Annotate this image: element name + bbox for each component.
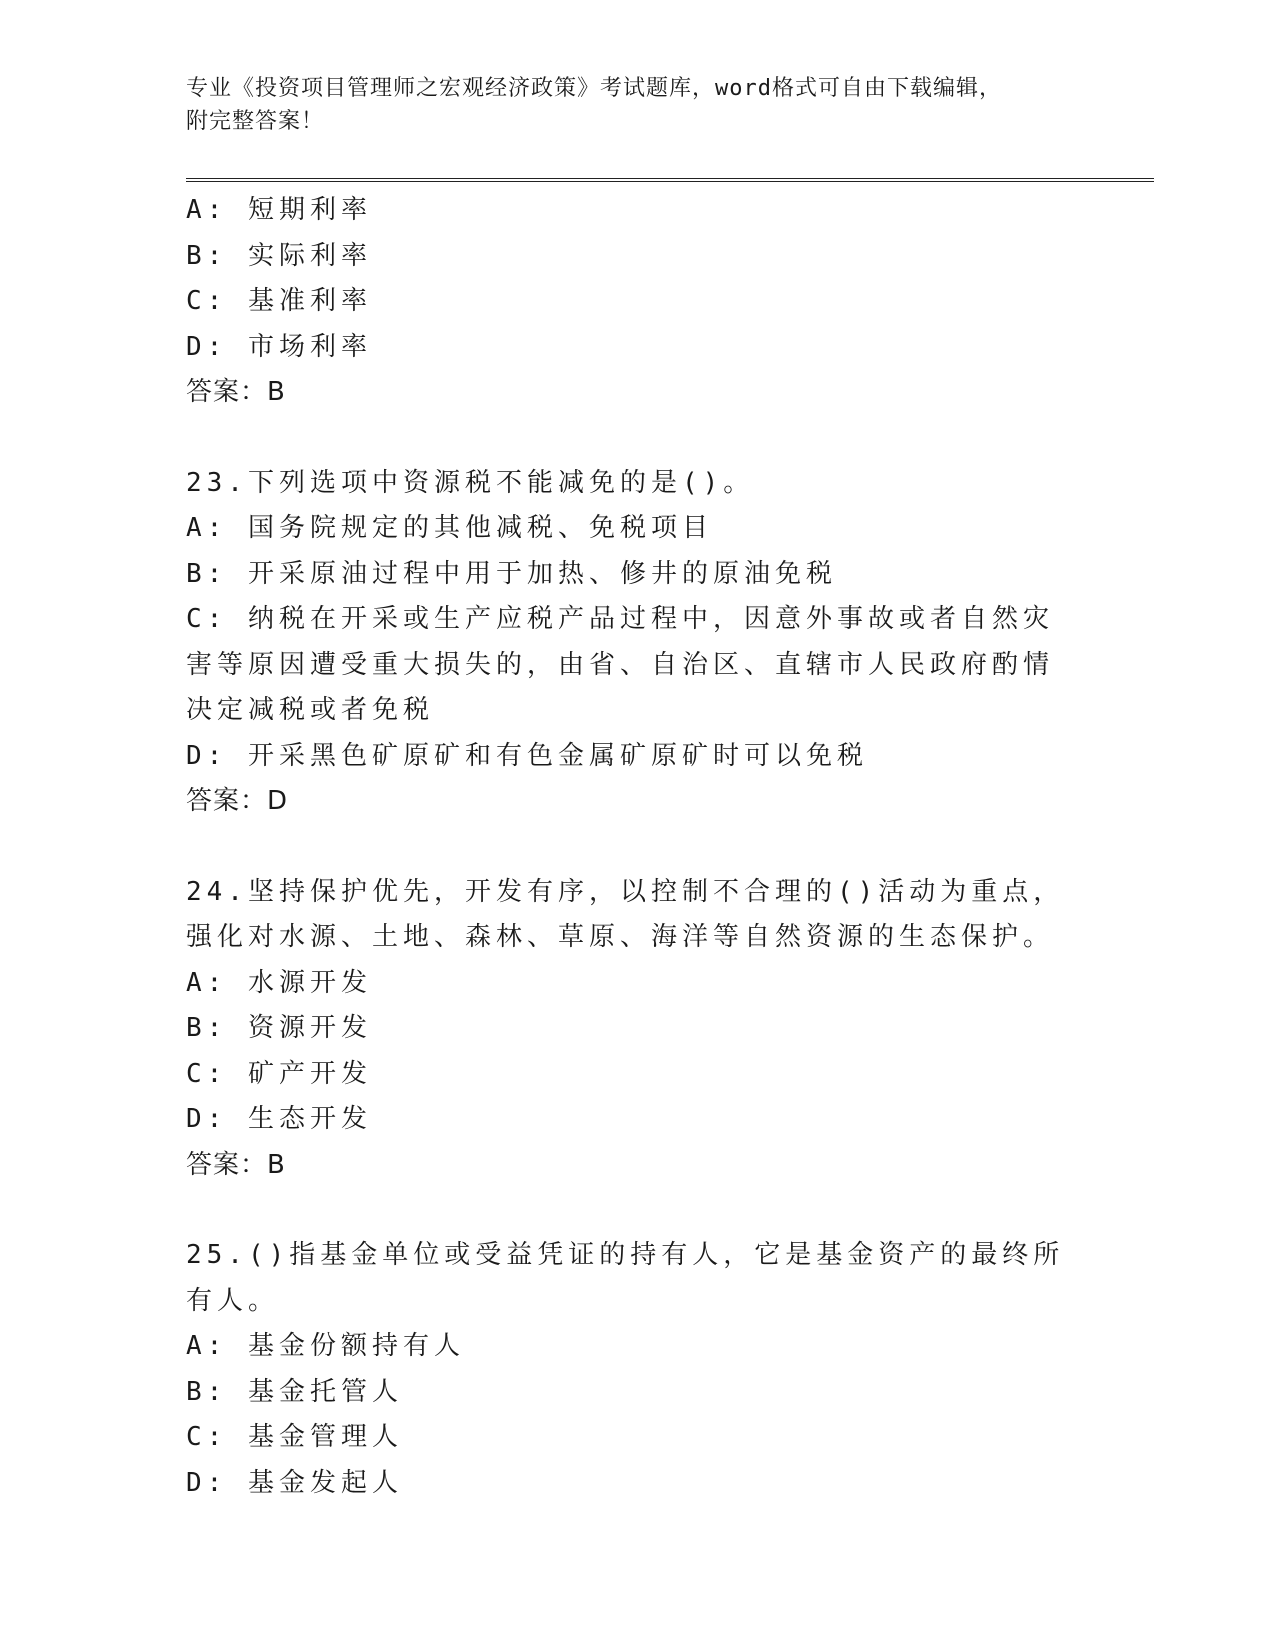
question-list [186,188,1086,1506]
option-a: A: 短期利率 [186,195,372,225]
question-stem: 24.坚持保护优先，开发有序，以控制不合理的()活动为重点，强化对水源、土地、森林、草原、海洋等自然资源的生态保护。 [186,876,1065,952]
answer-line: 答案：B [186,377,286,407]
option-b: B: 实际利率 [186,240,372,271]
option-c: C: 基金管理人 [186,1422,403,1452]
document-header [186,72,1086,138]
option-d: D: 市场利率 [186,331,372,362]
option-d: D: 基金发起人 [186,1467,403,1498]
question-22-tail [186,188,1086,416]
option-b: B: 资源开发 [186,1013,372,1043]
option-a: A: 基金份额持有人 [186,1331,465,1361]
option-b: B: 基金托管人 [186,1376,403,1407]
question-stem: 25.()指基金单位或受益凭证的持有人，它是基金资产的最终所有人。 [186,1240,1065,1316]
option-c: C: 纳税在开采或生产应税产品过程中，因意外事故或者自然灾害等原因遭受重大损失的，由省、自治区、直辖市人民政府酌情决定减税或者免税 [186,604,1055,725]
question-stem: 23.下列选项中资源税不能减免的是()。 [186,467,755,498]
question-24 [186,870,1086,1189]
option-b: B: 开采原油过程中用于加热、修井的原油免税 [186,558,837,589]
question-25 [186,1233,1086,1506]
answer-line: 答案：D [186,786,289,816]
option-a: A: 水源开发 [186,967,372,998]
option-d: D: 开采黑色矿原矿和有色金属矿原矿时可以免税 [186,740,868,771]
option-c: C: 基准利率 [186,286,372,316]
option-a: A: 国务院规定的其他减税、免税项目 [186,513,713,543]
spacer [186,1188,1086,1233]
spacer [186,416,1086,461]
header-line-1: 专业《投资项目管理师之宏观经济政策》考试题库，word格式可自由下载编辑， [186,76,1002,101]
header-line-2: 附完整答案！ [186,109,325,134]
spacer [186,825,1086,870]
option-d: D: 生态开发 [186,1104,372,1134]
question-23 [186,461,1086,825]
header-divider [186,178,1154,182]
answer-line: 答案：B [186,1149,286,1180]
option-c: C: 矿产开发 [186,1058,372,1089]
